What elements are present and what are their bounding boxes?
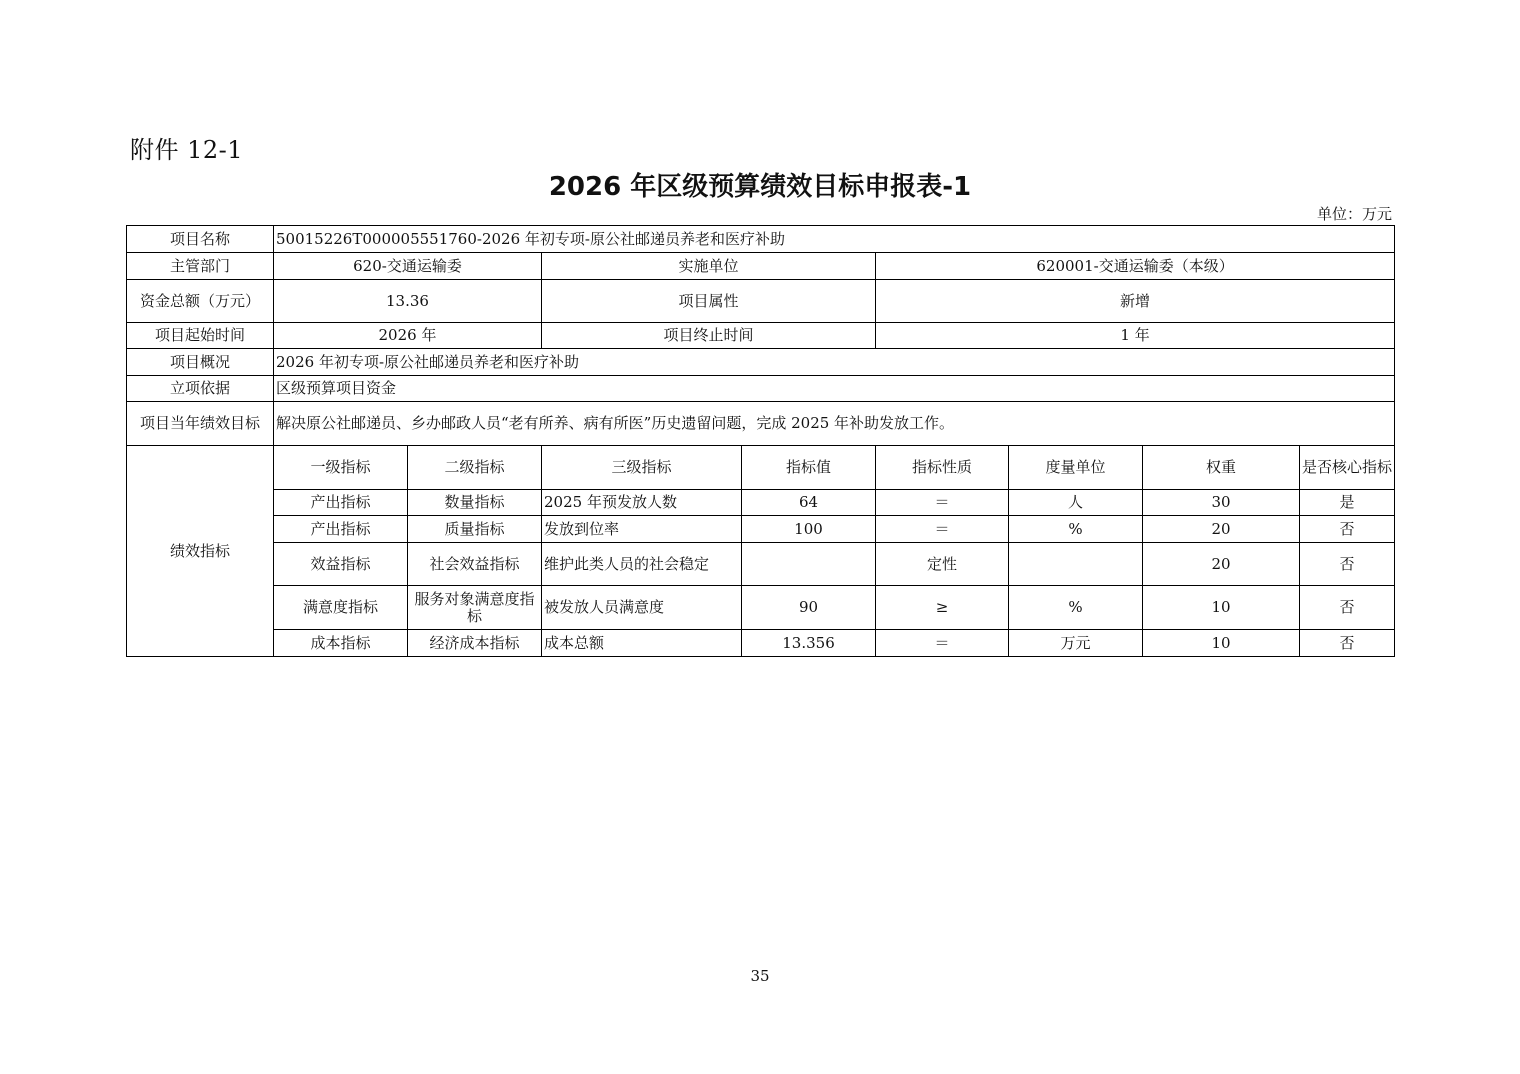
indicator-cell: 否 <box>1300 516 1395 543</box>
indicator-cell: 30 <box>1143 490 1300 516</box>
indicator-cell <box>1009 543 1143 586</box>
indicator-cell: ≥ <box>876 586 1009 630</box>
indicator-header: 二级指标 <box>408 446 542 490</box>
value-end-time: 1 年 <box>876 323 1395 349</box>
label-overview: 项目概况 <box>127 349 274 376</box>
label-basis: 立项依据 <box>127 376 274 402</box>
indicator-cell: % <box>1009 516 1143 543</box>
page-number: 35 <box>750 967 770 985</box>
label-project-attr: 项目属性 <box>542 280 876 323</box>
indicator-cell: 13.356 <box>742 630 876 657</box>
indicator-cell: 效益指标 <box>274 543 408 586</box>
indicator-cell: 发放到位率 <box>542 516 742 543</box>
label-total-funds: 资金总额（万元） <box>127 280 274 323</box>
row-overview <box>127 349 1395 376</box>
row-time <box>127 323 1395 349</box>
indicator-header: 是否核心指标 <box>1300 446 1395 490</box>
indicator-cell: ＝ <box>876 630 1009 657</box>
value-dept: 620-交通运输委 <box>274 253 542 280</box>
indicator-cell: 产出指标 <box>274 490 408 516</box>
label-project-name: 项目名称 <box>127 226 274 253</box>
indicator-header: 一级指标 <box>274 446 408 490</box>
indicator-header: 度量单位 <box>1009 446 1143 490</box>
row-project-name <box>127 226 1395 253</box>
indicator-cell: 64 <box>742 490 876 516</box>
indicator-cell: 10 <box>1143 586 1300 630</box>
indicator-header: 三级指标 <box>542 446 742 490</box>
indicator-cell: 否 <box>1300 586 1395 630</box>
label-indicators: 绩效指标 <box>127 446 274 657</box>
label-end-time: 项目终止时间 <box>542 323 876 349</box>
value-project-name: 50015226T000005551760-2026 年初专项-原公社邮递员养老和医疗补助 <box>274 226 1395 253</box>
indicator-cell: 成本指标 <box>274 630 408 657</box>
attachment-label: 附件 12-1 <box>130 136 244 164</box>
indicator-cell: 质量指标 <box>408 516 542 543</box>
indicator-header: 指标值 <box>742 446 876 490</box>
indicator-cell: 90 <box>742 586 876 630</box>
value-project-attr: 新增 <box>876 280 1395 323</box>
indicator-cell: 否 <box>1300 543 1395 586</box>
indicator-header: 指标性质 <box>876 446 1009 490</box>
indicator-cell: 产出指标 <box>274 516 408 543</box>
row-dept <box>127 253 1395 280</box>
row-annual-goal <box>127 402 1395 446</box>
indicator-cell: 是 <box>1300 490 1395 516</box>
indicator-cell: 维护此类人员的社会稳定 <box>542 543 742 586</box>
value-total-funds: 13.36 <box>274 280 542 323</box>
indicator-header-row <box>127 446 1395 490</box>
value-basis: 区级预算项目资金 <box>274 376 1395 402</box>
indicator-cell <box>742 543 876 586</box>
indicator-cell: 经济成本指标 <box>408 630 542 657</box>
value-overview: 2026 年初专项-原公社邮递员养老和医疗补助 <box>274 349 1395 376</box>
label-annual-goal: 项目当年绩效目标 <box>127 402 274 446</box>
indicator-cell: 成本总额 <box>542 630 742 657</box>
indicator-row <box>127 490 1395 516</box>
page-title: 2026 年区级预算绩效目标申报表-1 <box>548 172 972 202</box>
row-basis <box>127 376 1395 402</box>
indicator-header: 权重 <box>1143 446 1300 490</box>
label-start-time: 项目起始时间 <box>127 323 274 349</box>
indicator-cell: 万元 <box>1009 630 1143 657</box>
indicator-cell: ＝ <box>876 516 1009 543</box>
indicator-cell: 100 <box>742 516 876 543</box>
value-annual-goal: 解决原公社邮递员、乡办邮政人员“老有所养、病有所医”历史遗留问题，完成 2025 年补助发放工作。 <box>274 402 1395 446</box>
performance-target-form <box>126 225 1395 657</box>
indicator-cell: 被发放人员满意度 <box>542 586 742 630</box>
indicator-cell: 服务对象满意度指标 <box>408 586 542 630</box>
value-start-time: 2026 年 <box>274 323 542 349</box>
indicator-row <box>127 516 1395 543</box>
indicator-cell: 数量指标 <box>408 490 542 516</box>
indicator-row <box>127 543 1395 586</box>
indicator-row <box>127 586 1395 630</box>
indicator-cell: 2025 年预发放人数 <box>542 490 742 516</box>
indicator-cell: 10 <box>1143 630 1300 657</box>
indicator-cell: 满意度指标 <box>274 586 408 630</box>
indicator-cell: 人 <box>1009 490 1143 516</box>
indicator-cell: % <box>1009 586 1143 630</box>
label-dept: 主管部门 <box>127 253 274 280</box>
indicator-row <box>127 630 1395 657</box>
indicator-cell: 定性 <box>876 543 1009 586</box>
indicator-cell: 20 <box>1143 543 1300 586</box>
indicator-cell: 否 <box>1300 630 1395 657</box>
row-funds <box>127 280 1395 323</box>
indicator-cell: ＝ <box>876 490 1009 516</box>
indicator-cell: 社会效益指标 <box>408 543 542 586</box>
label-impl-unit: 实施单位 <box>542 253 876 280</box>
indicator-cell: 20 <box>1143 516 1300 543</box>
value-impl-unit: 620001-交通运输委（本级） <box>876 253 1395 280</box>
unit-note: 单位：万元 <box>1316 205 1392 223</box>
